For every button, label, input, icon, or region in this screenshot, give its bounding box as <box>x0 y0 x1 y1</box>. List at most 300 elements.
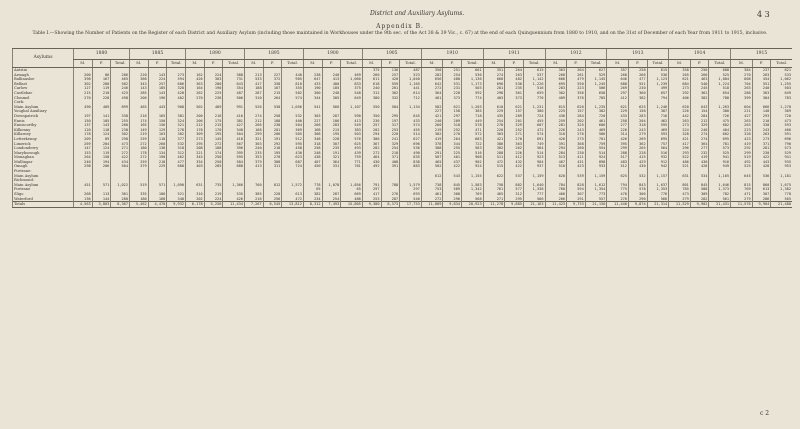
table-cell: 272 <box>362 151 381 156</box>
table-cell: 302 <box>421 132 443 137</box>
table-cell: 620 <box>669 105 691 110</box>
table-cell: 282 <box>421 73 443 78</box>
table-cell: 378 <box>421 142 443 147</box>
table-cell: 329 <box>381 142 400 147</box>
table-cell: 231 <box>443 86 462 91</box>
table-cell: 669 <box>341 192 363 197</box>
table-cell: 273 <box>752 137 771 142</box>
table-cell: 255 <box>111 119 130 124</box>
asylum-patients-table <box>12 48 792 208</box>
table-cell: 812 <box>263 183 282 188</box>
table-cell: 221 <box>731 109 753 114</box>
table-cell: 1,338 <box>523 187 545 192</box>
table-cell: 215 <box>74 91 93 96</box>
table-cell: 303 <box>204 77 223 82</box>
table-cell: 228 <box>263 192 282 197</box>
table-cell: 551 <box>752 82 771 87</box>
page-number: 4 3 <box>757 10 770 19</box>
table-cell: 251 <box>443 68 462 73</box>
table-cell: 387 <box>647 109 669 114</box>
table-cell: 695 <box>545 82 567 87</box>
table-cell: 312 <box>362 91 381 96</box>
table-cell: 1,134 <box>400 105 422 110</box>
table-cell: 1,155 <box>462 174 484 179</box>
table-cell: 782 <box>709 192 731 197</box>
table-cell: 431 <box>567 160 586 165</box>
table-cell: 289 <box>505 114 524 119</box>
table-cell: 400 <box>282 119 304 124</box>
table-cell: 469 <box>585 128 607 133</box>
table-cell: 516 <box>523 86 545 91</box>
table-cell: 228 <box>628 151 647 156</box>
table-cell: 275 <box>567 137 586 142</box>
table-cell: 229 <box>607 109 629 114</box>
table-cell: 254 <box>381 146 400 151</box>
table-cell: 625 <box>341 142 363 147</box>
table-cell: 225 <box>545 109 567 114</box>
table-cell: 335 <box>130 192 149 197</box>
table-cell: 479 <box>567 77 586 82</box>
table-cell: 263 <box>731 86 753 91</box>
table-cell: 279 <box>731 197 753 202</box>
table-cell: 190 <box>148 155 167 160</box>
table-cell: 788 <box>709 96 731 101</box>
table-cell: 1,022 <box>111 183 130 188</box>
table-cell: 532 <box>282 114 304 119</box>
table-cell: 280 <box>204 82 223 87</box>
table-cell: 174 <box>204 151 223 156</box>
table-cell: 773 <box>585 192 607 197</box>
sub-column-header: F. <box>263 60 282 68</box>
table-cell: 272 <box>111 151 130 156</box>
table-cell: 258 <box>303 146 322 151</box>
table-cell: 253 <box>362 197 381 202</box>
table-cell: 216 <box>244 197 263 202</box>
table-cell: 269 <box>628 137 647 142</box>
table-cell: 530 <box>263 105 282 110</box>
table-cell: 209 <box>443 119 462 124</box>
sub-column-header: Total. <box>771 60 792 68</box>
table-cell: 252 <box>505 128 524 133</box>
table-cell: 321 <box>322 155 341 160</box>
table-cell: 1,181 <box>771 174 792 179</box>
table-cell: 463 <box>690 77 709 82</box>
table-cell: 525 <box>731 164 753 169</box>
table-cell: 191 <box>263 137 282 142</box>
table-cell: 536 <box>647 73 669 78</box>
table-cell: 260 <box>148 142 167 147</box>
table-cell: 190 <box>204 86 223 91</box>
table-cell: 9,380 <box>362 202 381 208</box>
table-cell: 1,640 <box>523 183 545 188</box>
table-cell: 362 <box>690 91 709 96</box>
table-cell: 297 <box>607 91 629 96</box>
table-cell: 620 <box>567 105 586 110</box>
table-cell: 345 <box>186 155 205 160</box>
table-cell: 647 <box>303 77 322 82</box>
table-cell: 615 <box>647 68 669 73</box>
table-cell: 219 <box>421 128 443 133</box>
table-cell: 519 <box>130 183 149 188</box>
table-cell: 845 <box>690 183 709 188</box>
table-cell: 399 <box>731 96 753 101</box>
asylum-name: Portrane <box>13 187 74 192</box>
table-cell: 226 <box>545 128 567 133</box>
table-cell: 11,423 <box>545 202 567 208</box>
table-cell: 297 <box>443 114 462 119</box>
table-cell: 309 <box>186 132 205 137</box>
table-cell: 572 <box>462 132 484 137</box>
table-cell: 606 <box>585 123 607 128</box>
table-cell: 593 <box>647 132 669 137</box>
table-cell: 17,753 <box>400 202 422 208</box>
table-cell: 645 <box>731 174 753 179</box>
table-cell: 695 <box>647 137 669 142</box>
sub-column-header: Total. <box>400 60 422 68</box>
table-cell: 471 <box>731 192 753 197</box>
table-cell: 9,902 <box>690 202 709 208</box>
table-cell: 357 <box>607 68 629 73</box>
table-cell: 136 <box>381 68 400 73</box>
table-cell: 228 <box>92 96 111 101</box>
table-cell: 158 <box>92 155 111 160</box>
table-caption: Table I.—Showing the Number of Patients on the Register of each District and Auxiliary Asylum (including those maintained in Workhouses under the 9th sec. of the Act 38 & 39 Vic., c. 67) at the end of each Quinquennium from 1880 to 1910, and on the 31st of December of each Year from 1911 to 1915, inclusive. <box>32 31 768 36</box>
table-cell: 11,278 <box>483 202 505 208</box>
table-cell: 532 <box>628 174 647 179</box>
table-cell: 145 <box>204 137 223 142</box>
sub-column-header: F. <box>752 60 771 68</box>
sub-column-header: Total. <box>585 60 607 68</box>
table-cell: 554 <box>585 146 607 151</box>
table-cell: 506 <box>585 86 607 91</box>
table-cell: 197 <box>381 119 400 124</box>
table-cell: 532 <box>167 142 186 147</box>
table-cell: 20,923 <box>462 202 484 208</box>
table-cell: 386 <box>362 137 381 142</box>
table-cell: 297 <box>400 187 422 192</box>
table-cell: 215 <box>263 91 282 96</box>
table-cell: 256 <box>263 197 282 202</box>
table-cell: 156 <box>148 123 167 128</box>
table-cell: 949 <box>709 164 731 169</box>
table-cell: 613 <box>752 187 771 192</box>
table-cell: 413 <box>322 77 341 82</box>
table-cell: 573 <box>771 146 792 151</box>
table-cell: 470 <box>607 192 629 197</box>
asylum-name: Enniscorthy <box>13 123 74 128</box>
table-cell: 295 <box>186 142 205 147</box>
table-cell: 905 <box>282 77 304 82</box>
table-cell: 1,123 <box>647 77 669 82</box>
table-cell: 417 <box>244 82 263 87</box>
table-cell: 243 <box>628 128 647 133</box>
table-cell: 1,159 <box>585 174 607 179</box>
table-cell: 400 <box>322 82 341 87</box>
table-cell: 277 <box>607 123 629 128</box>
table-cell: 113 <box>92 192 111 197</box>
table-cell: 504 <box>282 123 304 128</box>
year-header: 1910 <box>421 49 483 60</box>
table-cell: 382 <box>585 109 607 114</box>
table-cell: 720 <box>771 114 792 119</box>
year-header: 1880 <box>74 49 130 60</box>
table-cell: 316 <box>186 192 205 197</box>
table-cell: 270 <box>443 132 462 137</box>
table-cell: 625 <box>628 105 647 110</box>
table-cell: 295 <box>505 197 524 202</box>
sub-column-header: F. <box>204 60 223 68</box>
table-cell: 8,373 <box>381 202 400 208</box>
table-cell: 433 <box>400 119 422 124</box>
table-cell: 643 <box>223 82 245 87</box>
running-title: District and Auxiliary Asylums. <box>370 10 465 17</box>
table-cell: 218 <box>263 146 282 151</box>
table-cell: 1,270 <box>771 105 792 110</box>
table-cell: 178 <box>130 151 149 156</box>
sub-column-header: M. <box>362 60 381 68</box>
table-cell: 264 <box>263 96 282 101</box>
table-cell: 158 <box>628 109 647 114</box>
sub-column-header: M. <box>421 60 443 68</box>
table-cell: 631 <box>669 174 691 179</box>
table-cell: 257 <box>381 73 400 78</box>
table-cell: 363 <box>752 91 771 96</box>
table-cell: 201 <box>381 86 400 91</box>
table-cell: 291 <box>567 197 586 202</box>
table-cell: 1,612 <box>585 183 607 188</box>
table-cell: 65 <box>341 187 363 192</box>
table-cell: 7,267 <box>244 202 263 208</box>
table-cell: 465 <box>483 192 505 197</box>
table-cell: 1,572 <box>282 183 304 188</box>
table-cell: 769 <box>462 192 484 197</box>
table-cell: 287 <box>322 192 341 197</box>
table-cell: 364 <box>322 160 341 165</box>
table-cell: 252 <box>443 128 462 133</box>
table-cell: 781 <box>709 142 731 147</box>
table-cell: 273 <box>167 73 186 78</box>
table-cell: 529 <box>585 73 607 78</box>
table-cell: 1,056 <box>282 105 304 110</box>
table-cell: 281 <box>752 146 771 151</box>
column-header-asylums: Asylums <box>13 49 74 68</box>
table-cell: 309 <box>690 192 709 197</box>
table-cell: 209 <box>74 137 93 142</box>
table-cell: 105 <box>92 119 111 124</box>
table-cell: 318 <box>443 123 462 128</box>
table-cell: 234 <box>303 197 322 202</box>
table-cell: 276 <box>567 132 586 137</box>
table-cell: 212 <box>690 119 709 124</box>
table-cell: 419 <box>421 137 443 142</box>
table-cell: 691 <box>523 137 545 142</box>
year-header: 1900 <box>303 49 362 60</box>
table-cell: 517 <box>607 155 629 160</box>
table-cell: 430 <box>282 151 304 156</box>
table-cell: 503 <box>771 86 792 91</box>
table-cell: 274 <box>244 114 263 119</box>
table-cell: 191 <box>322 151 341 156</box>
table-cell: 426 <box>186 77 205 82</box>
table-cell: 185 <box>322 86 341 91</box>
table-cell: 269 <box>607 86 629 91</box>
table-cell: 615 <box>523 68 545 73</box>
table-cell: 375 <box>362 68 381 73</box>
table-cell: 218 <box>148 160 167 165</box>
year-header: 1911 <box>483 49 545 60</box>
table-cell: 143 <box>130 86 149 91</box>
table-cell: 409 <box>92 105 111 110</box>
asylum-name: Main Asylum <box>13 183 74 188</box>
table-cell: 415 <box>628 155 647 160</box>
year-header: 1895 <box>244 49 303 60</box>
table-cell: 627 <box>585 68 607 73</box>
table-cell: 645 <box>400 114 422 119</box>
asylum-name: Monaghan <box>13 155 74 160</box>
table-cell: 292 <box>731 146 753 151</box>
table-cell: 382 <box>167 132 186 137</box>
sub-column-header: Total. <box>462 60 484 68</box>
table-cell: 271 <box>483 197 505 202</box>
table-cell: 477 <box>167 160 186 165</box>
table-cell: 266 <box>545 197 567 202</box>
table-header <box>13 49 793 68</box>
table-cell: 318 <box>303 142 322 147</box>
table-cell: 615 <box>545 105 567 110</box>
table-cell: 413 <box>341 119 363 124</box>
table-cell: 190 <box>303 86 322 91</box>
table-cell: 312 <box>167 151 186 156</box>
table-cell: 270 <box>263 155 282 160</box>
sub-column-header: Total. <box>111 60 130 68</box>
table-cell: 828 <box>567 183 586 188</box>
table-cell: 245 <box>690 86 709 91</box>
table-cell: 250 <box>204 155 223 160</box>
totals-row <box>13 202 793 208</box>
asylum-name: Cork: <box>13 100 74 105</box>
table-cell: 621 <box>443 105 462 110</box>
table-cell: 286 <box>752 197 771 202</box>
table-cell: 401 <box>443 155 462 160</box>
table-cell: 439 <box>341 151 363 156</box>
table-cell: 1,579 <box>400 183 422 188</box>
table-cell: 621 <box>669 77 691 82</box>
table-cell: 838 <box>400 160 422 165</box>
table-cell: 230 <box>752 151 771 156</box>
table-cell: 162 <box>186 73 205 78</box>
table-cell: 515 <box>483 164 505 169</box>
table-cell: 465 <box>130 105 149 110</box>
table-cell: 525 <box>709 73 731 78</box>
table-cell: 220 <box>483 128 505 133</box>
table-cell: 280 <box>92 82 111 87</box>
table-cell: 1,159 <box>523 174 545 179</box>
table-cell: 1,224 <box>709 82 731 87</box>
table-cell: 422 <box>505 164 524 169</box>
table-cell: 348 <box>167 197 186 202</box>
table-cell: 623 <box>282 155 304 160</box>
table-cell: 262 <box>505 146 524 151</box>
table-cell: 292 <box>263 142 282 147</box>
table-cell: 188 <box>204 146 223 151</box>
table-cell: 466 <box>771 128 792 133</box>
table-cell: 157 <box>505 109 524 114</box>
table-cell: 226 <box>669 109 691 114</box>
table-cell: 550 <box>567 82 586 87</box>
table-cell: 776 <box>523 96 545 101</box>
table-cell: 724 <box>523 114 545 119</box>
table-cell: 511 <box>483 155 505 160</box>
table-cell: 240 <box>690 128 709 133</box>
table-cell: 688 <box>607 82 629 87</box>
table-cell: 916 <box>709 160 731 165</box>
table-cell: 443 <box>752 160 771 165</box>
table-cell: 455 <box>400 128 422 133</box>
table-cell: 523 <box>400 73 422 78</box>
table-cell: 194 <box>92 160 111 165</box>
table-cell: 492 <box>362 164 381 169</box>
table-cell: 462 <box>647 119 669 124</box>
table-cell: 595 <box>223 155 245 160</box>
table-cell: 353 <box>244 155 263 160</box>
table-cell: 250 <box>690 68 709 73</box>
table-cell: 371 <box>381 155 400 160</box>
table-cell: 480 <box>443 77 462 82</box>
table-cell: 434 <box>111 160 130 165</box>
table-cell: 578 <box>628 187 647 192</box>
table-cell: 1,637 <box>647 183 669 188</box>
table-cell: 533 <box>771 73 792 78</box>
table-cell: 266 <box>628 73 647 78</box>
table-cell: 136 <box>74 197 93 202</box>
table-cell: 574 <box>400 123 422 128</box>
table-cell: 261 <box>567 73 586 78</box>
table-cell: 499 <box>647 86 669 91</box>
table-cell: 483 <box>607 160 629 165</box>
table-cell: 227 <box>303 119 322 124</box>
table-cell: 253 <box>381 128 400 133</box>
table-cell: 660 <box>483 77 505 82</box>
table-cell: 381 <box>111 192 130 197</box>
table-cell: 835 <box>400 155 422 160</box>
table-cell: 263 <box>669 119 691 124</box>
table-cell: 21,480 <box>771 202 792 208</box>
table-cell: 613 <box>282 192 304 197</box>
asylum-name: Waterford <box>13 197 74 202</box>
table-cell: 279 <box>628 132 647 137</box>
table-cell: 364 <box>690 142 709 147</box>
sub-column-header: M. <box>483 60 505 68</box>
table-cell: 206 <box>130 96 149 101</box>
table-cell: 299 <box>607 146 629 151</box>
sub-column-header: M. <box>545 60 567 68</box>
table-cell: 417 <box>669 142 691 147</box>
table-cell: 1,060 <box>341 77 363 82</box>
table-cell: 293 <box>669 151 691 156</box>
table-cell: 143 <box>148 91 167 96</box>
table-cell: 435 <box>483 114 505 119</box>
table-cell: 283 <box>322 123 341 128</box>
table-cell: 258 <box>607 119 629 124</box>
table-cell: 631 <box>186 183 205 188</box>
table-cell: 200 <box>74 73 93 78</box>
table-cell: 473 <box>771 119 792 124</box>
table-cell: 302 <box>381 91 400 96</box>
sub-column-header: M. <box>130 60 149 68</box>
table-cell: 502 <box>421 164 443 169</box>
table-cell: 386 <box>483 142 505 147</box>
table-cell: 440 <box>282 73 304 78</box>
